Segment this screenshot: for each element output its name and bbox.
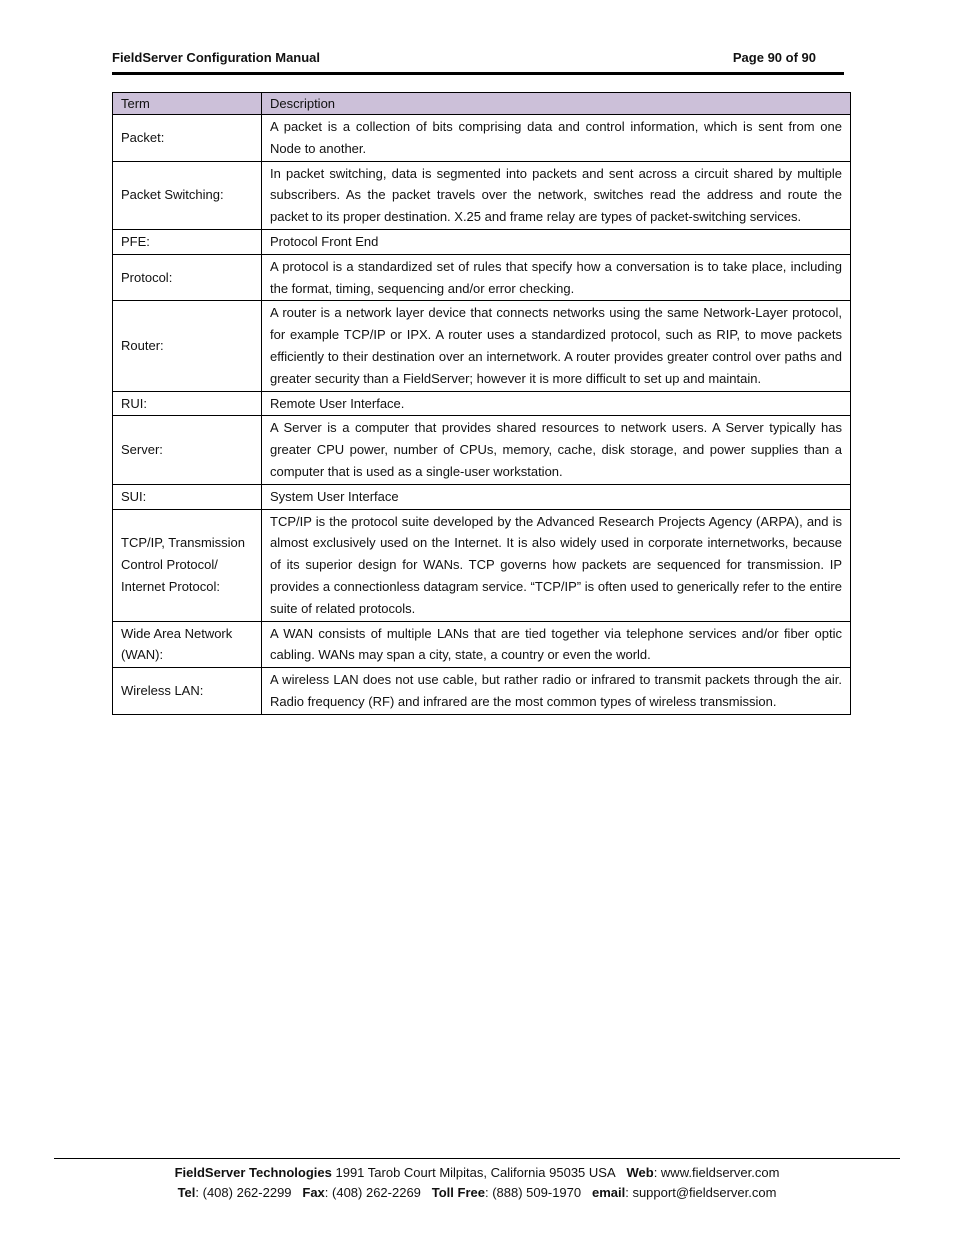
term-cell: Protocol: — [113, 254, 262, 301]
description-cell: Remote User Interface. — [262, 391, 851, 416]
page-header — [112, 50, 844, 72]
footer-tollfree: (888) 509-1970 — [492, 1185, 582, 1200]
footer-email: support@fieldserver.com — [632, 1185, 777, 1200]
table-row — [113, 484, 851, 509]
description-cell: A WAN consists of multiple LANs that are tied together via telephone services and/or fiber optic cabling. WANs may span a city, state, a country or even the world. — [262, 621, 851, 668]
header-divider — [112, 72, 844, 75]
footer-email-label: email — [591, 1185, 626, 1200]
column-header-description: Description — [262, 93, 851, 115]
description-cell: System User Interface — [262, 484, 851, 509]
table-row — [113, 301, 851, 391]
description-cell: A wireless LAN does not use cable, but rather radio or infrared to transmit packets through the air. Radio frequency (RF) and infrared are the most common types of wireless transmission. — [262, 668, 851, 715]
term-cell: SUI: — [113, 484, 262, 509]
term-cell: Router: — [113, 301, 262, 391]
term-cell: RUI: — [113, 391, 262, 416]
table-row — [113, 621, 851, 668]
description-cell: TCP/IP is the protocol suite developed by the Advanced Research Projects Agency (ARPA), and is almost exclusively used on the Internet. It is also widely used in corporate internetworks, because of its superior design for WANs. TCP governs how packets are sequenced for transmission. IP provides a connectionless datagram service. “TCP/IP” is often used to generically refer to the entire suite of related protocols. — [262, 509, 851, 621]
term-cell: Server: — [113, 416, 262, 484]
description-cell: A router is a network layer device that connects networks using the same Network-Layer protocol, for example TCP/IP or IPX. A router uses a standardized protocol, such as RIP, to move packets efficiently to their destination over an internetwork. A router provides greater control over paths and greater security than a FieldServer; however it is more difficult to set up and maintain. — [262, 301, 851, 391]
term-cell: Wireless LAN: — [113, 668, 262, 715]
glossary-table — [112, 92, 851, 715]
footer-line-1: FieldServer Technologies 1991 Tarob Court Milpitas, California 95035 USA Web: www.fieldserver.com — [174, 1165, 780, 1180]
term-cell: PFE: — [113, 229, 262, 254]
footer-web: www.fieldserver.com — [660, 1165, 780, 1180]
document-title: FieldServer Configuration Manual — [112, 50, 321, 65]
page-number: Page 90 of 90 — [732, 50, 816, 65]
footer-line-2: Tel: (408) 262-2299 Fax: (408) 262-2269 Toll Free: (888) 509-1970 email: support@fieldserver.com — [177, 1185, 777, 1200]
table-row — [113, 668, 851, 715]
description-cell: In packet switching, data is segmented into packets and sent across a circuit shared by multiple subscribers. As the packet travels over the network, switches read the address and route the packet to its proper destination. X.25 and frame relay are types of packet-switching services. — [262, 161, 851, 229]
table-row — [113, 416, 851, 484]
term-cell: Packet: — [113, 115, 262, 162]
table-row — [113, 391, 851, 416]
footer-company: FieldServer Technologies — [174, 1165, 332, 1180]
footer-tel: (408) 262-2299 — [202, 1185, 292, 1200]
description-cell: A packet is a collection of bits comprising data and control information, which is sent from one Node to another. — [262, 115, 851, 162]
table-row — [113, 115, 851, 162]
table-row — [113, 229, 851, 254]
footer-address: 1991 Tarob Court Milpitas, California 95035 USA — [335, 1165, 616, 1180]
term-cell: Packet Switching: — [113, 161, 262, 229]
description-cell: A protocol is a standardized set of rules that specify how a conversation is to take place, including the format, timing, sequencing and/or error checking. — [262, 254, 851, 301]
table-row — [113, 254, 851, 301]
table-row — [113, 509, 851, 621]
description-cell: Protocol Front End — [262, 229, 851, 254]
table-header-row — [113, 93, 851, 115]
term-cell: TCP/IP, Transmission Control Protocol/ Internet Protocol: — [113, 509, 262, 621]
footer-web-label: Web — [626, 1165, 654, 1180]
term-cell: Wide Area Network (WAN): — [113, 621, 262, 668]
footer-tollfree-label: Toll Free — [431, 1185, 485, 1200]
footer-tel-label: Tel — [177, 1185, 196, 1200]
page-footer — [54, 1163, 900, 1203]
footer-fax-label: Fax — [302, 1185, 325, 1200]
footer-fax: (408) 262-2269 — [332, 1185, 421, 1200]
column-header-term: Term — [113, 93, 262, 115]
footer-divider — [54, 1158, 900, 1159]
description-cell: A Server is a computer that provides shared resources to network users. A Server typically has greater CPU power, number of CPUs, memory, cache, disk storage, and power supplies than a computer that is used as a single-user workstation. — [262, 416, 851, 484]
table-row — [113, 161, 851, 229]
